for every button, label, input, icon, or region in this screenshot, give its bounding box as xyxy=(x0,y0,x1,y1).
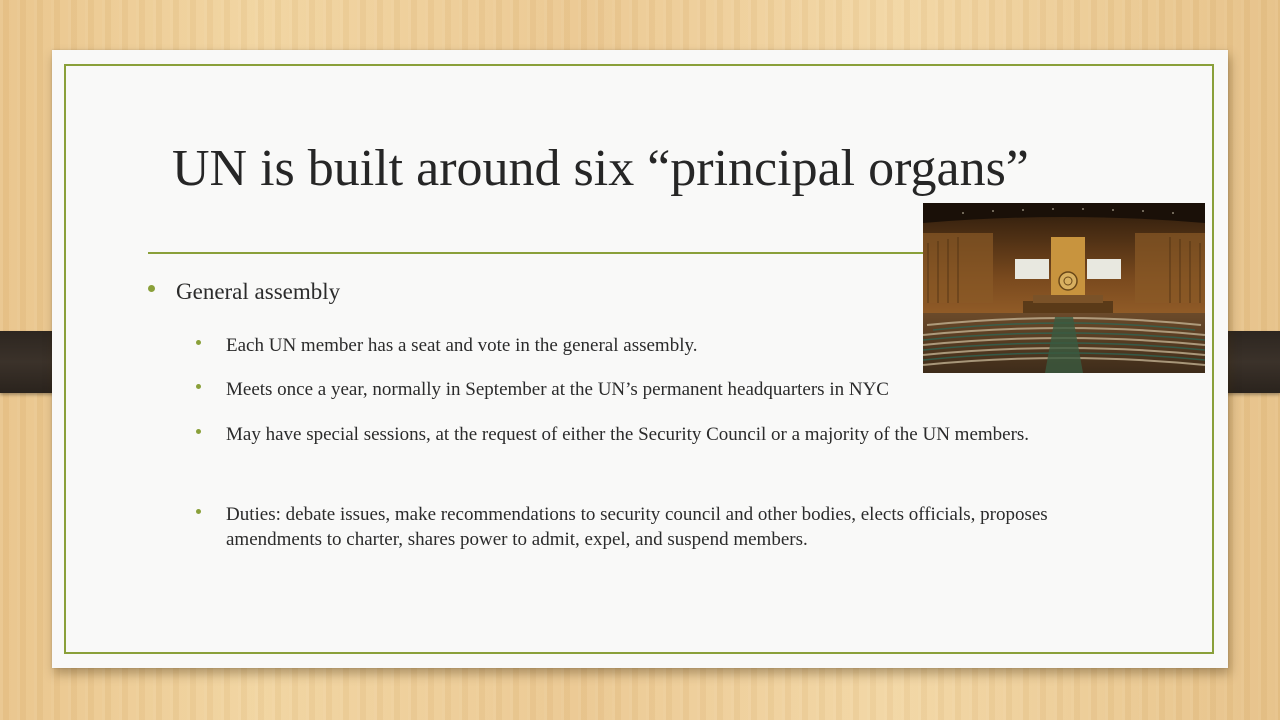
sub-bullet-meets-yearly xyxy=(226,377,1136,402)
bullet-list xyxy=(52,50,1228,668)
bullet-dot xyxy=(196,509,201,514)
bullet-text: General assembly xyxy=(176,279,341,304)
bullet-dot xyxy=(148,285,155,292)
slide xyxy=(52,50,1228,668)
sub-bullet-special-sessions xyxy=(226,422,1136,447)
bullet-general-assembly xyxy=(176,277,340,307)
bullet-text: Each UN member has a seat and vote in the general assembly. xyxy=(226,335,698,356)
sub-bullet-seat-vote xyxy=(226,333,1136,358)
bullet-dot xyxy=(196,340,201,345)
bullet-text: May have special sessions, at the request of either the Security Council or a majority of the UN members. xyxy=(226,424,1030,445)
slide-title: UN is built around six “principal organs” xyxy=(172,140,1029,197)
sub-bullet-duties xyxy=(226,502,1136,552)
bullet-dot xyxy=(196,429,201,434)
bullet-text: Meets once a year, normally in September at the UN’s permanent headquarters in NYC xyxy=(226,379,889,400)
bullet-dot xyxy=(196,384,201,389)
bullet-text: Duties: debate issues, make recommendations to security council and other bodies, elects officials, proposes amendments to charter, shares power to admit, expel, and suspend members. xyxy=(226,504,1048,550)
